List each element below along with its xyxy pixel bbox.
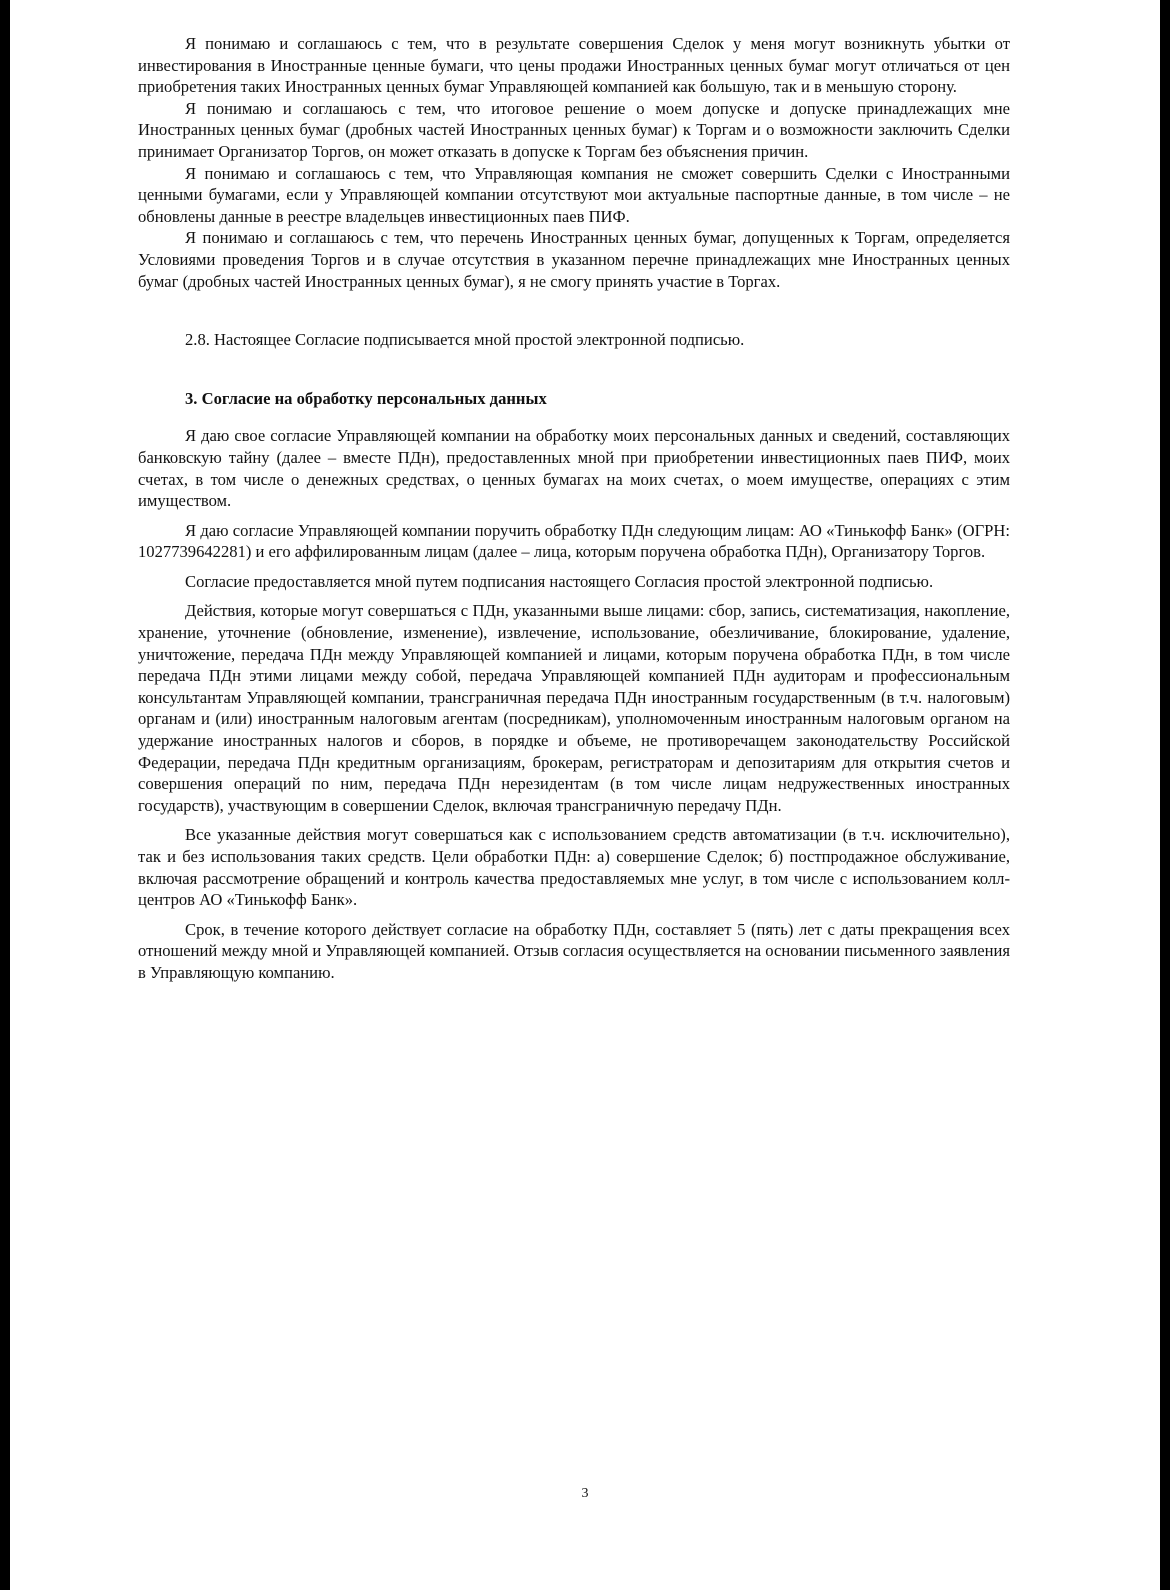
page-number: 3 xyxy=(581,1486,589,1501)
clause-2-8: 2.8. Настоящее Согласие подписывается мной простой электронной подписью. xyxy=(185,330,745,350)
section-3-paragraph-6: Срок, в течение которого действует согласие на обработку ПДн, составляет 5 (пять) лет с даты прекращения всех отношений между мной и Управляющей компанией. Отзыв согласия осуществляется на основании письменного заявления в Управляющую компанию. xyxy=(138,919,1010,982)
intro-paragraph-1: Я понимаю и соглашаюсь с тем, что в результате совершения Сделок у меня могут возникнуть убытки от инвестирования в Иностранные ценные бумаги, что цены продажи Иностранных ценных бумаг могут отличаться от цен приобретения таких Иностранных ценных бумаг Управляющей компанией как большую, так и в меньшую сторону. xyxy=(138,34,1010,97)
document-page xyxy=(10,0,1160,1590)
intro-paragraph-2: Я понимаю и соглашаюсь с тем, что итоговое решение о моем допуске и допуске принадлежащих мне Иностранных ценных бумаг (дробных частей Иностранных ценных бумаг) к Торгам и о возможности заключить Сделки принимает Организатор Торгов, он может отказать в допуске к Торгам без объяснения причин. xyxy=(138,98,1010,161)
intro-block xyxy=(138,33,1010,292)
section-3-block xyxy=(138,425,1010,983)
section-3-paragraph-4: Действия, которые могут совершаться с ПДн, указанными выше лицами: сбор, запись, систематизация, накопление, хранение, уточнение (обновление, изменение), извлечение, использование, обезличивание, блокирование, удаление, уничтожение, передача ПДн между Управляющей компанией и лицами, которым поручена обработка ПДн, в том числе передача ПДн этими лицами между собой, передача Управляющей компанией ПДн аудиторам и профессиональным консультантам Управляющей компании, трансграничная передача ПДн иностранным государственным (в т.ч. налоговым) органам и (или) иностранным налоговым агентам (посредникам), уполномоченным иностранным налоговым органом на удержание иностранных налогов и сборов, в порядке и объеме, не противоречащем законодательству Российской Федерации, передача ПДн кредитным организациям, брокерам, регистраторам и депозитариям для открытия счетов и совершения операций по ним, передача ПДн нерезидентам (в том числе лицам недружественных иностранных государств), участвующим в совершении Сделок, включая трансграничную передачу ПДн. xyxy=(138,601,1010,815)
section-3-paragraph-5: Все указанные действия могут совершаться как с использованием средств автоматизации (в т.ч. исключительно), так и без использования таких средств. Цели обработки ПДн: а) совершение Сделок; б) постпродажное обслуживание, включая рассмотрение обращений и контроль качества предоставляемых мне услуг, в том числе с использованием колл-центров АО «Тинькофф Банк». xyxy=(138,825,1010,910)
section-3-paragraph-3: Согласие предоставляется мной путем подписания настоящего Согласия простой электронной подписью. xyxy=(185,571,934,591)
section-3-paragraph-2: Я даю согласие Управляющей компании поручить обработку ПДн следующим лицам: АО «Тинькофф Банк» (ОГРН: 1027739642281) и его аффилированным лицам (далее – лица, которым поручена обработка ПДн), Организатору Торгов. xyxy=(138,520,1010,562)
section-3-heading: 3. Согласие на обработку персональных данных xyxy=(185,388,547,408)
intro-paragraph-3: Я понимаю и соглашаюсь с тем, что Управляющая компания не сможет совершить Сделки с Иностранными ценными бумагами, если у Управляющей компании отсутствуют мои актуальные паспортные данные, в том числе – не обновлены данные в реестре владельцев инвестиционных паев ПИФ. xyxy=(138,163,1010,226)
section-3-paragraph-1: Я даю свое согласие Управляющей компании на обработку моих персональных данных и сведений, составляющих банковскую тайну (далее – вместе ПДн), предоставленных мной при приобретении инвестиционных паев ПИФ, моих счетах, в том числе о денежных средствах, о ценных бумагах на моих счетах, о моем имуществе, операциях с этим имуществом. xyxy=(138,426,1010,511)
intro-paragraph-4: Я понимаю и соглашаюсь с тем, что перечень Иностранных ценных бумаг, допущенных к Торгам, определяется Условиями проведения Торгов и в случае отсутствия в указанном перечне принадлежащих мне Иностранных ценных бумаг (дробных частей Иностранных ценных бумаг), я не смогу принять участие в Торгах. xyxy=(138,228,1010,291)
